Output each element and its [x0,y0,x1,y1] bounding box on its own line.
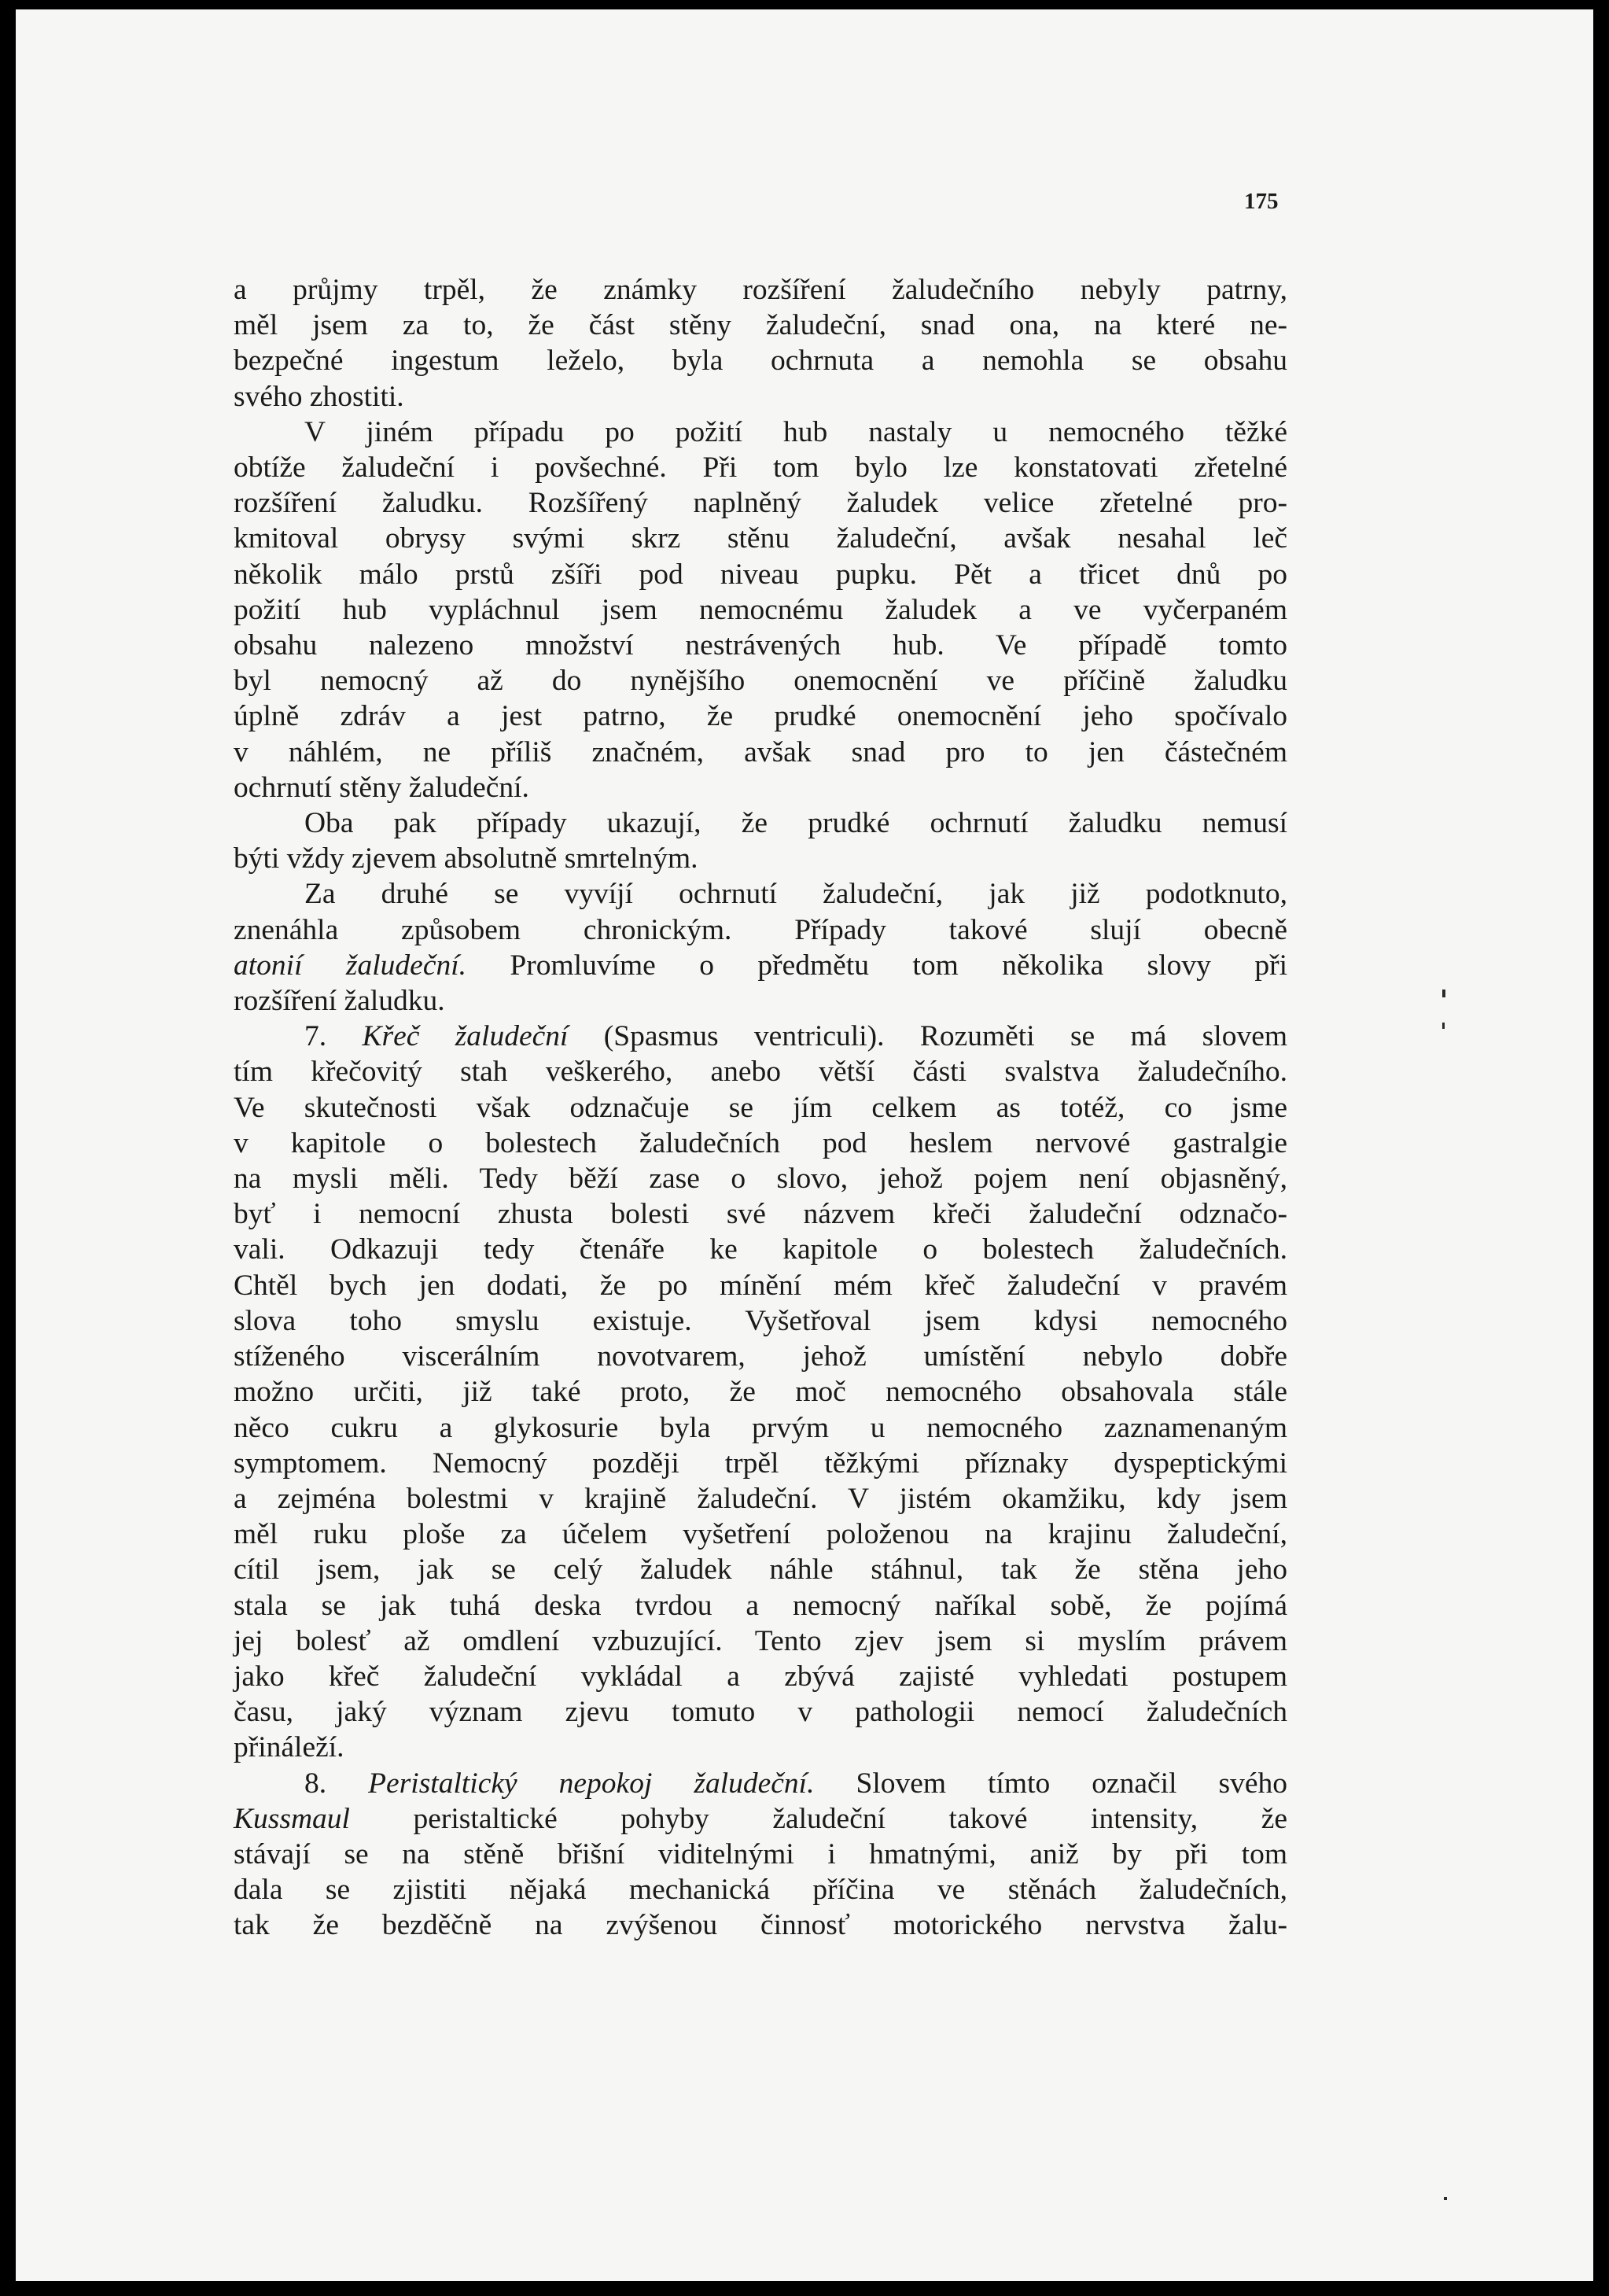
book-page [16,9,1593,2281]
text-line [234,663,1287,698]
text-line [234,698,1287,734]
italic-term: Kussmaul [234,1802,350,1835]
text-line-content: byť i nemocní zhusta bolesti své názvem křeči žaludeční odznačo- [234,1198,1287,1231]
text-line [234,1054,1287,1089]
text-line [234,841,1287,876]
text-line-content: (Spasmus ventriculi). Rozuměti se má slovem [568,1020,1288,1053]
text-line-content: několik málo prstů zšíři pod niveau pupku. Pět a třicet dnů po [234,558,1287,591]
text-line [234,1090,1287,1126]
text-line [234,1446,1287,1481]
text-line [234,948,1287,983]
text-line [234,1837,1287,1872]
text-line [234,1907,1287,1943]
scan-speck [1442,990,1445,997]
text-line-content: Oba pak případy ukazují, že prudké ochrnutí žaludku nemusí [304,807,1287,840]
text-line-content: peristaltické pohyby žaludeční takové intensity, že [349,1802,1287,1835]
text-line-content: ochrnutí stěny žaludeční. [234,771,529,804]
text-line-content: vali. Odkazuji tedy čtenáře ke kapitole o bolestech žaludečních. [234,1233,1287,1266]
text-line [234,770,1287,805]
text-line [234,1801,1287,1837]
text-line [234,379,1287,415]
text-line-content: stala se jak tuhá deska tvrdou a nemocný naříkal sobě, že pojímá [234,1589,1287,1622]
text-line [234,1623,1287,1659]
text-line-content: v náhlém, ne příliš značném, avšak snad pro to jen částečném [234,735,1287,768]
text-line [234,1694,1287,1730]
text-line [234,1766,1287,1801]
text-line-content: možno určiti, již také proto, že moč nemocného obsahovala stále [234,1376,1287,1409]
text-line [234,1161,1287,1196]
text-line-content: Promluvíme o předmětu tom několika slovy při [466,949,1287,982]
text-line-content: rozšíření žaludku. [234,985,445,1018]
text-line [234,912,1287,948]
text-line-content: času, jaký význam zjevu tomuto v pathologii nemocí žaludečních [234,1696,1287,1729]
text-line [234,1872,1287,1907]
text-line [234,1517,1287,1552]
section-title: Peristaltický nepokoj žaludeční. [368,1767,815,1800]
body-text [234,272,1287,1944]
section-number: 7. [304,1020,363,1053]
text-line [234,1374,1287,1410]
text-line-content: dala se zjistiti nějaká mechanická příčina ve stěnách žaludečních, [234,1874,1287,1907]
text-line-content: přináleží. [234,1731,344,1764]
text-line [234,592,1287,628]
text-line [234,1232,1287,1267]
text-line [234,557,1287,592]
text-line [234,628,1287,663]
text-line-content: obsahu nalezeno množství nestrávených hub. Ve případě tomto [234,629,1287,662]
text-line-content: kmitoval obrysy svými skrz stěnu žaludeční, avšak nesahal leč [234,522,1287,555]
text-line-content: Za druhé se vyvíjí ochrnutí žaludeční, jak již podotknuto, [304,878,1287,911]
text-line [234,521,1287,556]
text-line-content: měl ruku ploše za účelem vyšetření položenou na krajinu žaludeční, [234,1518,1287,1551]
text-line [234,1552,1287,1587]
section-number: 8. [304,1767,369,1800]
text-line [234,876,1287,912]
text-line-content: rozšíření žaludku. Rozšířený naplněný žaludek velice zřetelné pro- [234,487,1287,520]
text-line-content: jej bolesť až omdlení vzbuzující. Tento zjev jsem si myslím právem [234,1624,1287,1657]
text-line [234,805,1287,841]
text-line-content: na mysli měli. Tedy běží zase o slovo, jehož pojem není objasněný, [234,1163,1287,1196]
text-line-content: byl nemocný až do nynějšího onemocnění ve příčině žaludku [234,665,1287,698]
text-line-content: tím křečovitý stah veškerého, anebo větší části svalstva žaludečního. [234,1056,1287,1089]
text-line [234,343,1287,378]
text-line-content: něco cukru a glykosurie byla prvým u nemocného zaznamenaným [234,1411,1287,1444]
text-line-content: úplně zdráv a jest patrno, že prudké onemocnění jeho spočívalo [234,700,1287,733]
text-line-content: požití hub vypláchnul jsem nemocnému žaludek a ve vyčerpaném [234,593,1287,626]
text-line [234,1339,1287,1374]
text-line [234,1481,1287,1517]
text-line-content: Slovem tímto označil svého [814,1767,1287,1800]
text-line-content: Ve skutečnosti však odznačuje se jím celkem as totéž, co jsme [234,1091,1287,1124]
text-line-content: obtíže žaludeční i povšechné. Při tom bylo lze konstatovati zřetelné [234,451,1287,485]
text-line-content: stíženého viscerálním novotvarem, jehož umístění nebylo dobře [234,1340,1287,1373]
text-line [234,1410,1287,1446]
text-line [234,1126,1287,1161]
text-line-content: bezpečné ingestum leželo, byla ochrnuta a nemohla se obsahu [234,345,1287,378]
scan-speck [1442,1023,1445,1029]
page-number: 175 [1244,189,1279,214]
text-line [234,1268,1287,1303]
scan-speck [1444,2197,1447,2200]
text-line [234,1659,1287,1694]
text-line [234,1019,1287,1054]
text-line-content: tak že bezděčně na zvýšenou činnosť motorického nervstva žalu- [234,1909,1287,1942]
text-line-content: V jiném případu po požití hub nastaly u nemocného těžké [304,415,1287,448]
text-line [234,485,1287,521]
text-line-content: znenáhla způsobem chronickým. Případy takové slují obecně [234,913,1287,946]
text-line [234,450,1287,485]
text-line-content: v kapitole o bolestech žaludečních pod heslem nervové gastralgie [234,1126,1287,1159]
text-line [234,983,1287,1019]
text-line-content: jako křeč žaludeční vykládal a zbývá zajisté vyhledati postupem [234,1660,1287,1693]
text-line-content: svého zhostiti. [234,380,404,413]
text-line-content: býti vždy zjevem absolutně smrtelným. [234,842,698,875]
text-line-content: cítil jsem, jak se celý žaludek náhle stáhnul, tak že stěna jeho [234,1553,1287,1587]
text-line-content: symptomem. Nemocný později trpěl těžkými příznaky dyspeptickými [234,1447,1287,1480]
text-line [234,272,1287,308]
text-line-content: a zejména bolestmi v krajině žaludeční. V jistém okamžiku, kdy jsem [234,1482,1287,1515]
text-line [234,735,1287,770]
text-line [234,1303,1287,1339]
text-line-content: Chtěl bych jen dodati, že po mínění mém křeč žaludeční v pravém [234,1269,1287,1302]
text-line-content: slova toho smyslu existuje. Vyšetřoval jsem kdysi nemocného [234,1304,1287,1337]
text-line-content: měl jsem za to, že část stěny žaludeční, snad ona, na které ne- [234,309,1287,342]
section-title: Křeč žaludeční [362,1020,569,1053]
text-line [234,1730,1287,1765]
text-line-content: a průjmy trpěl, že známky rozšíření žaludečního nebyly patrny, [234,274,1287,306]
text-line [234,1588,1287,1623]
italic-term: atonií žaludeční. [234,949,467,982]
text-line [234,415,1287,450]
text-line-content: stávají se na stěně břišní viditelnými i hmatnými, aniž by při tom [234,1837,1287,1870]
text-line [234,1196,1287,1232]
text-line [234,308,1287,343]
